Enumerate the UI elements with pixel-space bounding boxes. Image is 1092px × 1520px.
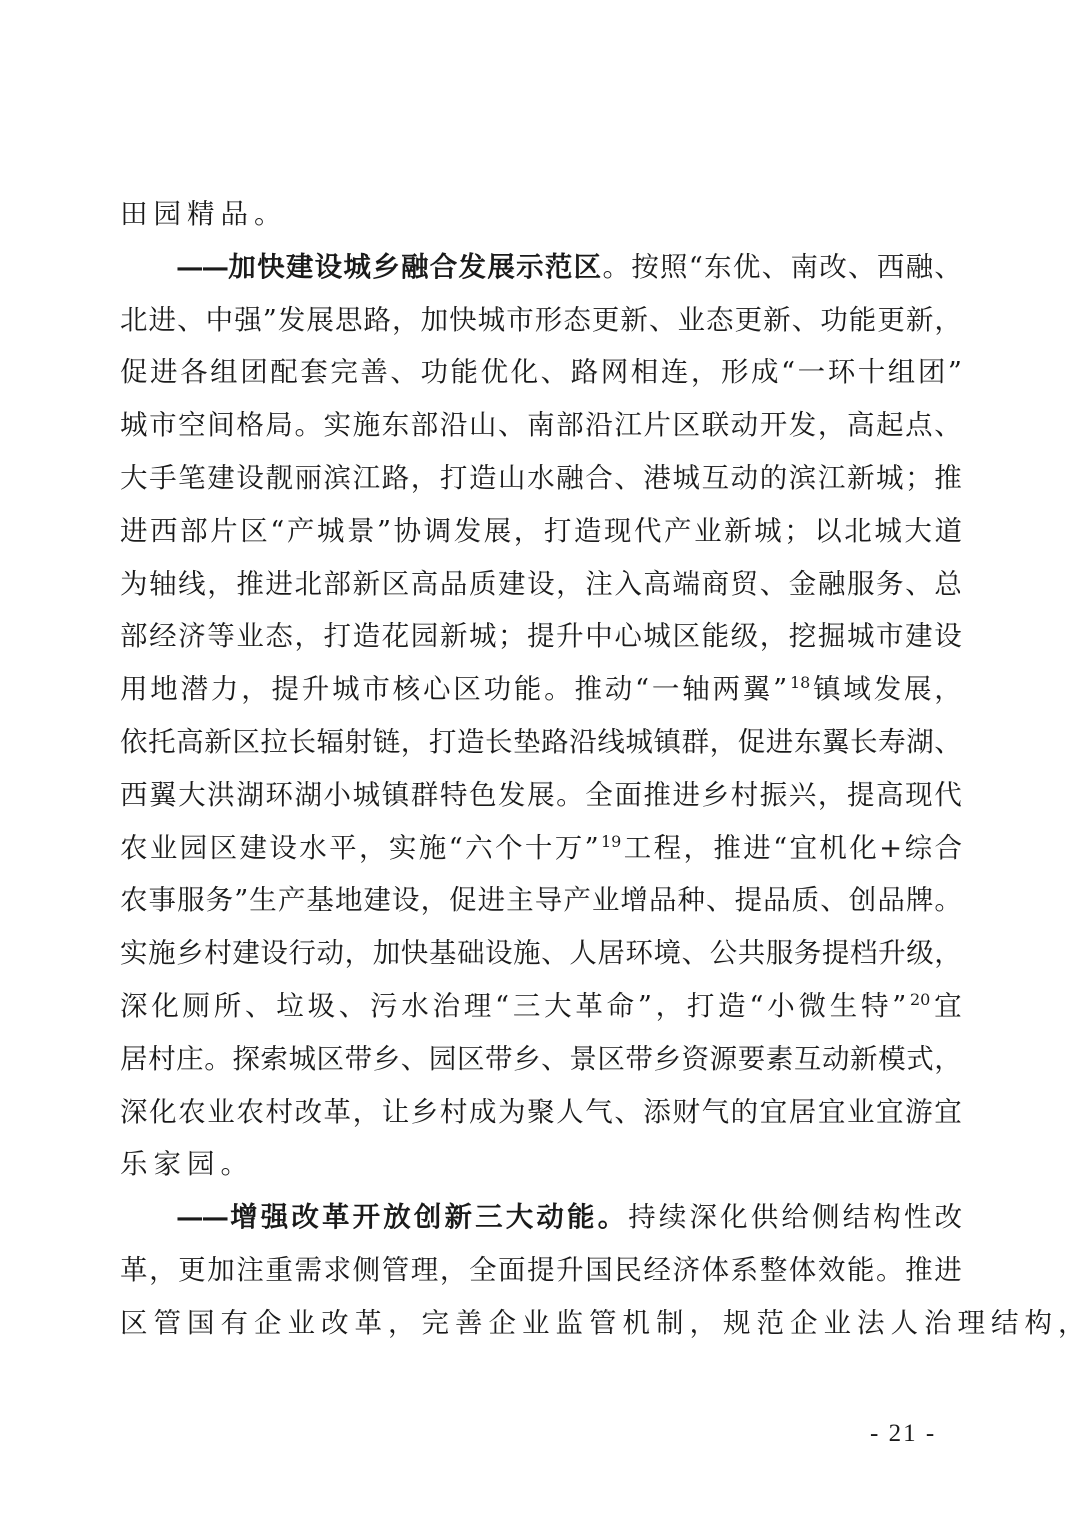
text-line: 依 托 高 新 区 拉 长 辐 射 链 ， 打 造 长 垫 路 沿 线 城 镇 群 ， 促 进 东 翼 长 寿 湖 、 — [120, 725, 962, 758]
paragraph — [120, 241, 962, 1191]
text-line: 居 村 庄 。 探 索 城 区 带 乡 、 园 区 带 乡 、 景 区 带 乡 资 源 要 素 互 动 新 模 式 ， — [120, 1042, 962, 1075]
text-line: 西 翼 大 洪 湖 环 湖 小 城 镇 群 特 色 发 展 。 全 面 推 进 乡 村 振 兴 ， 提 高 现 代 — [120, 778, 962, 811]
text-line: 部 经 济 等 业 态 ， 打 造 花 园 新 城 ； 提 升 中 心 城 区 能 级 ， 挖 掘 城 市 建 设 — [120, 620, 962, 653]
text-line: 促 进 各 组 团 配 套 完 善 、 功 能 优 化 、 路 网 相 连 ， 形 成 “ 一 环 十 组 团 ” — [120, 356, 962, 389]
text-line: 深 化 厕 所 、 垃 圾 、 污 水 治 理 “ 三 大 革 命 ” ， 打 造 “ 小 微 生 特 ” $^{20}$ 宜 — [120, 989, 962, 1022]
page-number: - 21 - — [870, 1420, 937, 1447]
body-text — [120, 188, 1092, 1350]
footnote-marker: 20 — [910, 989, 931, 1009]
footnote-marker: 19 — [601, 831, 622, 851]
text-line: 农 业 园 区 建 设 水 平 ， 实 施 “ 六 个 十 万 ” $^{19}$ 工 程 ， 推 进 “ 宜 机 化 + 综 合 — [120, 831, 962, 864]
text-line: 进 西 部 片 区 “ 产 城 景 ” 协 调 发 展 ， 打 造 现 代 产 业 新 城 ； 以 北 城 大 道 — [120, 514, 962, 547]
text-line: —— 增 强 改 革 开 放 创 新 三 大 动 能 。 持 续 深 化 供 给 侧 结 构 性 改 — [176, 1201, 962, 1234]
text-line: 乐 家 园 。 — [120, 1148, 254, 1181]
footnote-marker: 18 — [789, 673, 811, 693]
text-line: 为 轴 线 ， 推 进 北 部 新 区 高 品 质 建 设 ， 注 入 高 端 商 贸 、 金 融 服 务 、 总 — [120, 567, 962, 600]
text-line: 用 地 潜 力 ， 提 升 城 市 核 心 区 功 能 。 推 动 “ 一 轴 两 翼 ” $^{18}$ 镇 域 发 展 ， — [120, 673, 962, 706]
text-line: 区 管 国 有 企 业 改 革 ， 完 善 企 业 监 管 机 制 ， 规 范 企 业 法 人 治 理 结 构 ， — [120, 1306, 1092, 1339]
text-line: 北 进 、 中 强 ” 发 展 思 路 ， 加 快 城 市 形 态 更 新 、 业 态 更 新 、 功 能 更 新 ， — [120, 303, 962, 336]
text-line: 城 市 空 间 格 局 。 实 施 东 部 沿 山 、 南 部 沿 江 片 区 联 动 开 发 ， 高 起 点 、 — [120, 409, 962, 442]
paragraph — [120, 1191, 1092, 1349]
text-line: 田 园 精 品 。 — [120, 198, 288, 230]
paragraph — [120, 188, 962, 241]
text-line: 大 手 笔 建 设 靓 丽 滨 江 路 ， 打 造 山 水 融 合 、 港 城 互 动 的 滨 江 新 城 ； 推 — [120, 461, 962, 494]
text-line: 实 施 乡 村 建 设 行 动 ， 加 快 基 础 设 施 、 人 居 环 境 、 公 共 服 务 提 档 升 级 ， — [120, 937, 962, 970]
text-line: 农 事 服 务 ” 生 产 基 地 建 设 ， 促 进 主 导 产 业 增 品 种 、 提 品 质 、 创 品 牌 。 — [120, 884, 962, 917]
text-line: —— 加 快 建 设 城 乡 融 合 发 展 示 范 区 。 按 照 “ 东 优 、 南 改 、 西 融 、 — [176, 250, 962, 283]
text-line: 深 化 农 业 农 村 改 革 ， 让 乡 村 成 为 聚 人 气 、 添 财 气 的 宜 居 宜 业 宜 游 宜 — [120, 1095, 962, 1128]
text-line: 革 ， 更 加 注 重 需 求 侧 管 理 ， 全 面 提 升 国 民 经 济 体 系 整 体 效 能 。 推 进 — [120, 1253, 962, 1286]
